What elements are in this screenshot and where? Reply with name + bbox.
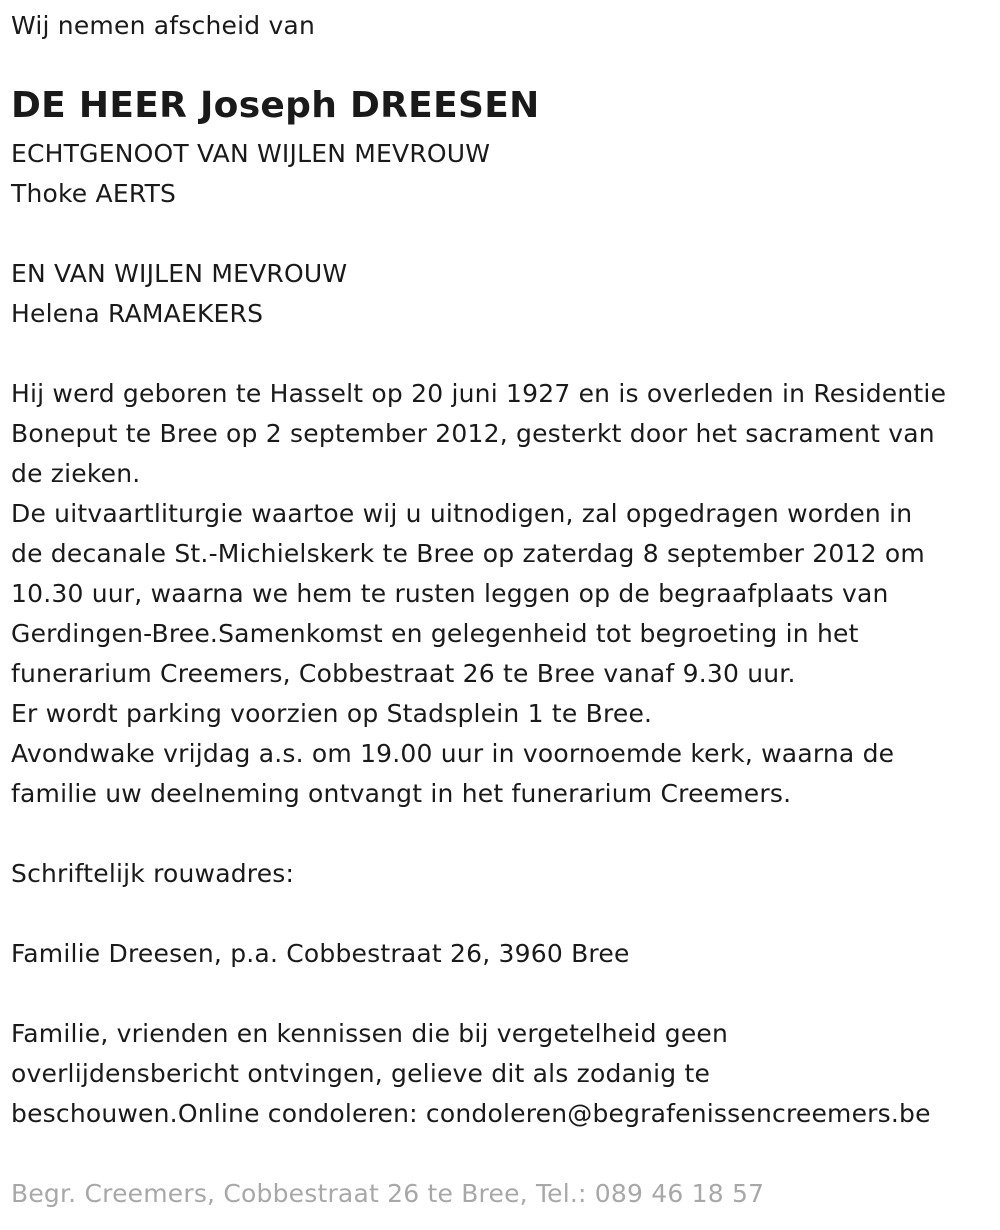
closing-line: Familie, vrienden en kennissen die bij vergetelheid geen [11,1019,729,1048]
body-line: De uitvaartliturgie waartoe wij u uitnodigen, zal opgedragen worden in [11,499,913,528]
body-line: de zieken. [11,459,141,488]
intro-text: Wij nemen afscheid van [11,11,315,40]
funeral-home-footer: Begr. Creemers, Cobbestraat 26 te Bree, Tel.: 089 46 18 57 [11,1179,765,1208]
spouse-1-relation: ECHTGENOOT VAN WIJLEN MEVROUW [11,139,491,168]
spouse-1-block [11,134,490,214]
spouse-2-relation: EN VAN WIJLEN MEVROUW [11,259,348,288]
spouse-2-block [11,254,347,334]
closing-line: overlijdensbericht ontvingen, gelieve dit als zodanig te [11,1059,711,1088]
body-line: Er wordt parking voorzien op Stadsplein 1 te Bree. [11,699,653,728]
body-line: Hij werd geboren te Hasselt op 20 juni 1927 en is overleden in Residentie [11,379,947,408]
body-line: Gerdingen-Bree.Samenkomst en gelegenheid tot begroeting in het [11,619,859,648]
deceased-name: DE HEER Joseph DREESEN [11,85,540,126]
funeral-details [11,374,946,814]
spouse-2-name: Helena RAMAEKERS [11,299,264,328]
mourning-address: Familie Dreesen, p.a. Cobbestraat 26, 3960 Bree [11,939,630,968]
body-line: funerarium Creemers, Cobbestraat 26 te Bree vanaf 9.30 uur. [11,659,796,688]
body-line: de decanale St.-Michielskerk te Bree op zaterdag 8 september 2012 om [11,539,925,568]
body-line: familie uw deelneming ontvangt in het funerarium Creemers. [11,779,792,808]
body-line: Boneput te Bree op 2 september 2012, gesterkt door het sacrament van [11,419,935,448]
address-label: Schriftelijk rouwadres: [11,859,295,888]
closing-note [11,1014,931,1134]
body-line: 10.30 uur, waarna we hem te rusten leggen op de begraafplaats van [11,579,889,608]
spouse-1-name: Thoke AERTS [11,179,177,208]
body-line: Avondwake vrijdag a.s. om 19.00 uur in voornoemde kerk, waarna de [11,739,895,768]
closing-line: beschouwen.Online condoleren: condoleren@begrafenissencreemers.be [11,1099,931,1128]
